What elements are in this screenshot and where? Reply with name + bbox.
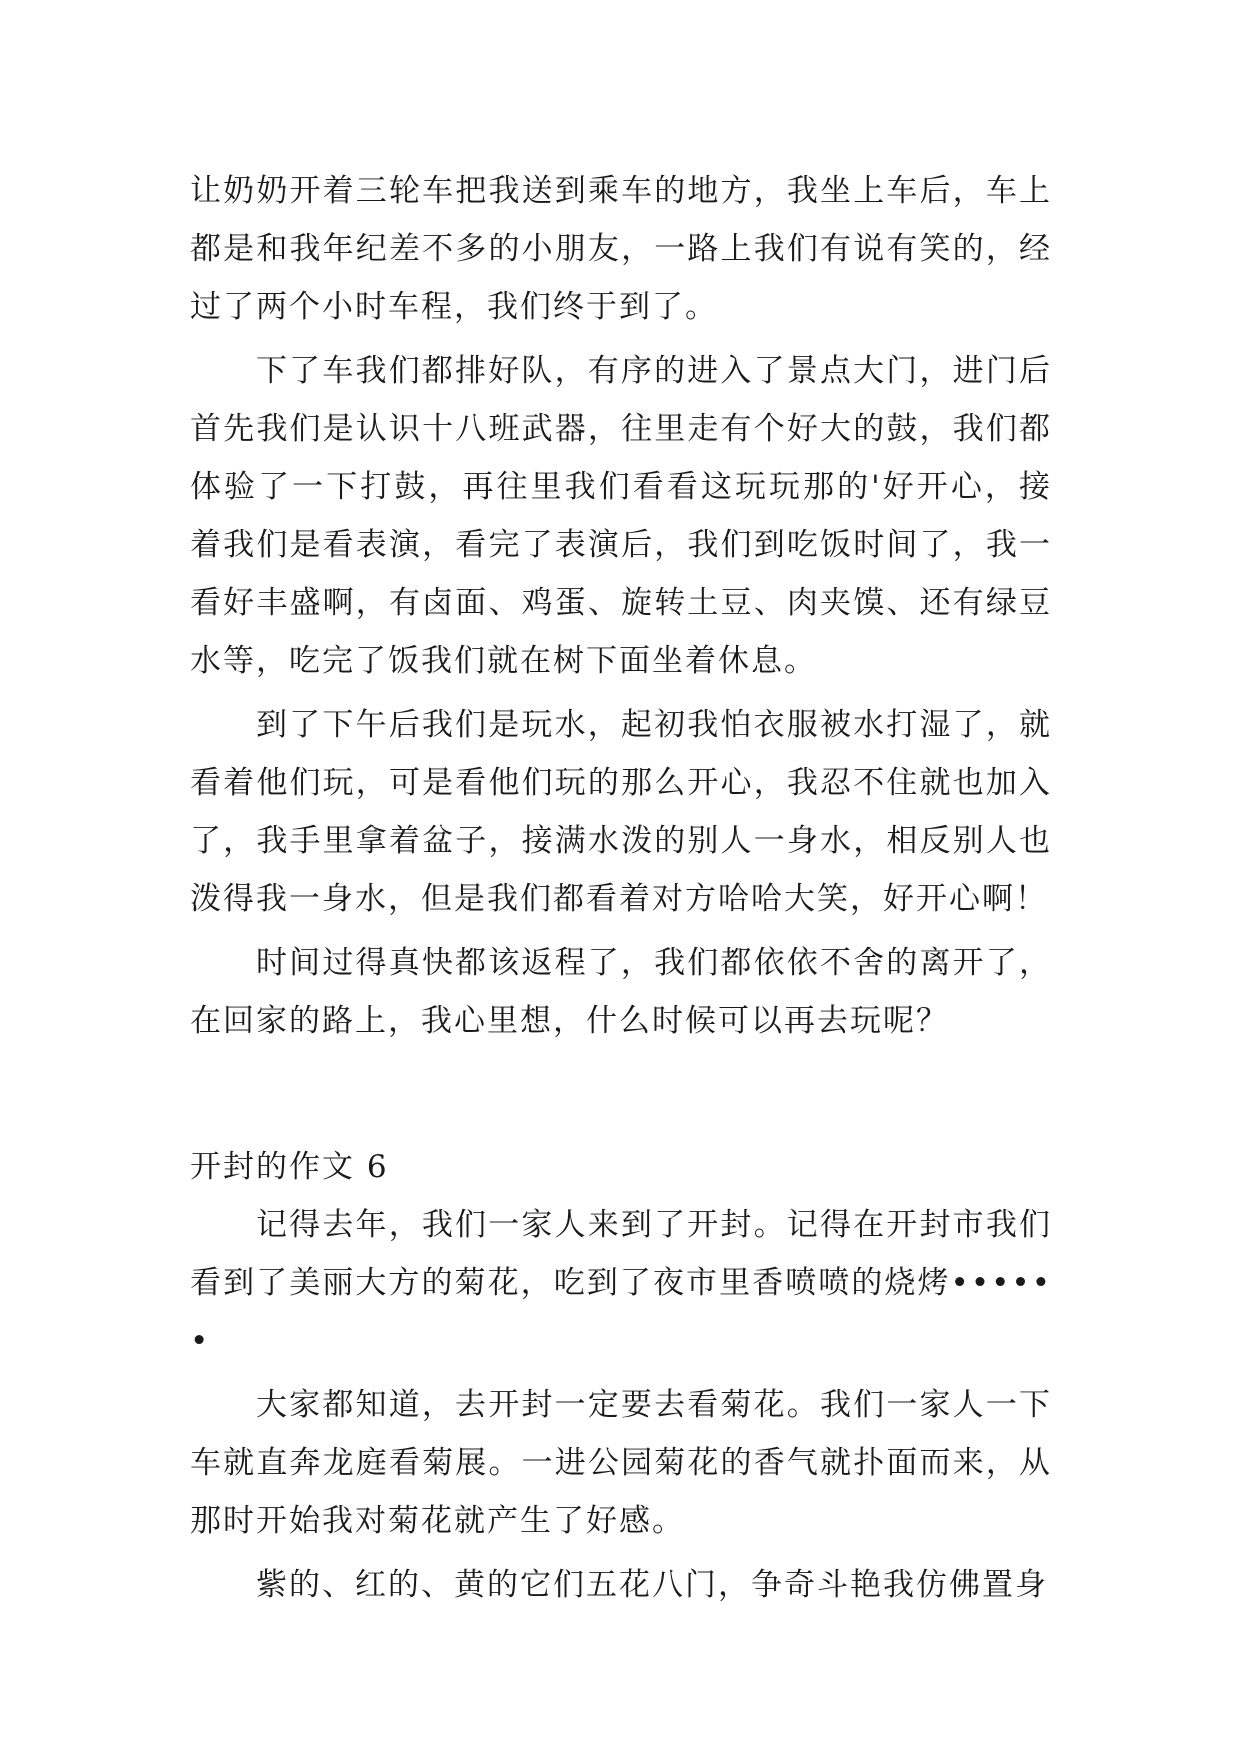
paragraph-7: 紫的、红的、黄的它们五花八门，争奇斗艳我仿佛置身 xyxy=(256,1567,1048,1603)
essay-heading: 开封的作文 6 xyxy=(190,1149,389,1185)
paragraph-1: 让奶奶开着三轮车把我送到乘车的地方，我坐上车后，车上都是和我年纪差不多的小朋友，一路上我们有说有笑的，经过了两个小时车程，我们终于到了。 xyxy=(190,173,1052,325)
document-page xyxy=(190,162,1052,1620)
paragraph-6: 大家都知道，去开封一定要去看菊花。我们一家人一下车就直奔龙庭看菊展。一进公园菊花的香气就扑面而来，从那时开始我对菊花就产生了好感。 xyxy=(190,1387,1052,1539)
paragraph-2: 下了车我们都排好队，有序的进入了景点大门，进门后首先我们是认识十八班武器，往里走有个好大的鼓，我们都体验了一下打鼓，再往里我们看看这玩玩那的'好开心，接着我们是看表演，看完了表演后，我们到吃饭时间了，我一看好丰盛啊，有卤面、鸡蛋、旋转土豆、肉夹馍、还有绿豆水等，吃完了饭我们就在树下面坐着休息。 xyxy=(190,353,1052,679)
paragraph-4: 时间过得真快都该返程了，我们都依依不舍的离开了，在回家的路上，我心里想，什么时候可以再去玩呢？ xyxy=(190,945,1052,1039)
paragraph-3: 到了下午后我们是玩水，起初我怕衣服被水打湿了，就看着他们玩，可是看他们玩的那么开心，我忍不住就也加入了，我手里拿着盆子，接满水泼的别人一身水，相反别人也泼得我一身水，但是我们都看着对方哈哈大笑，好开心啊！ xyxy=(190,707,1052,917)
paragraph-5: 记得去年，我们一家人来到了开封。记得在开封市我们看到了美丽大方的菊花，吃到了夜市里香喷喷的烧烤•••••• xyxy=(190,1207,1052,1359)
